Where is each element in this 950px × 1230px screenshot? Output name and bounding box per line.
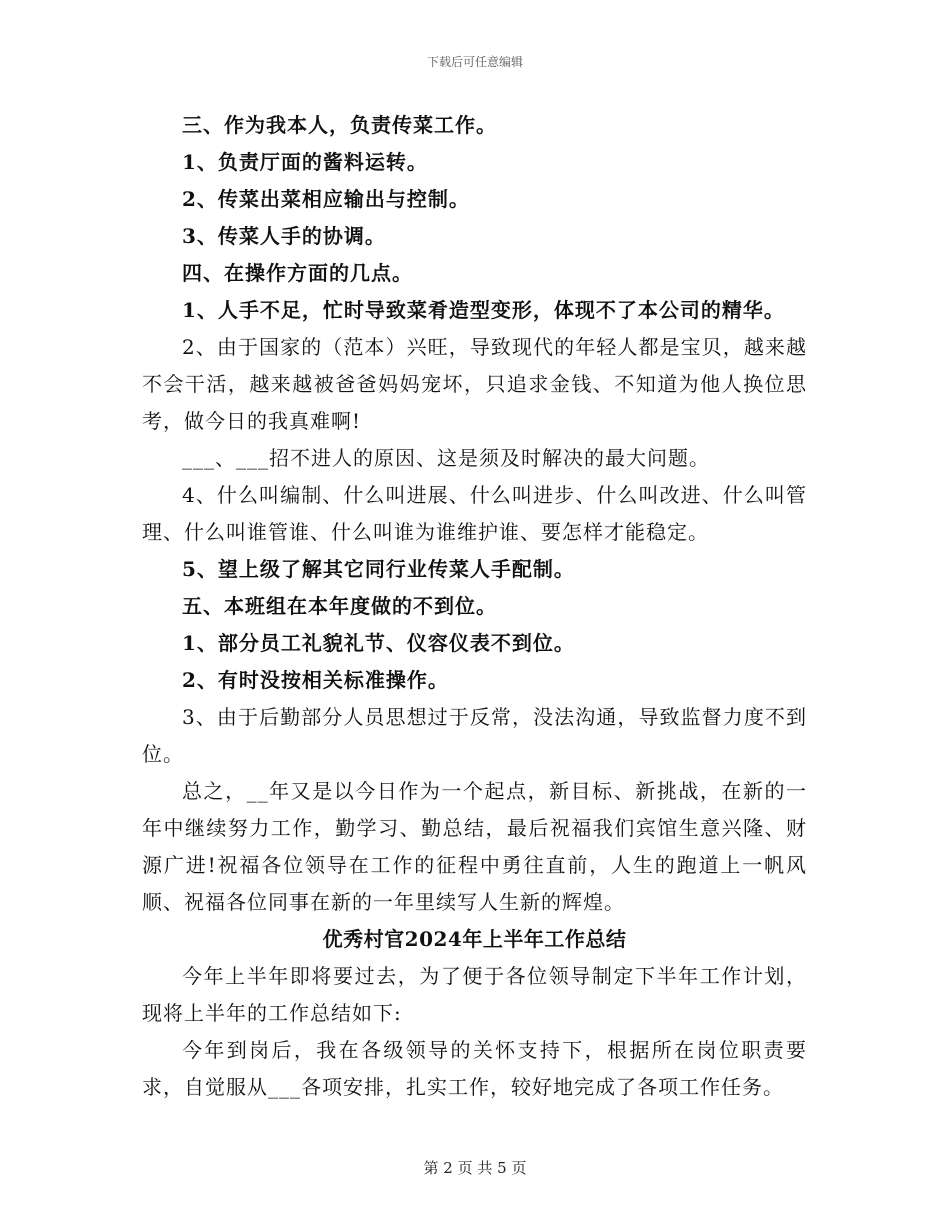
list-item: ___、___招不进人的原因、这是须及时解决的最大问题。: [182, 446, 710, 470]
list-item: 1、人手不足，忙时导致菜肴造型变形，体现不了本公司的精华。: [182, 298, 785, 322]
list-item: 5、望上级了解其它同行业传菜人手配制。: [182, 557, 575, 581]
list-item: 3、由于后勤部分人员思想过于反常，没法沟通，导致监督力度不到位。: [142, 705, 807, 766]
page-number: 第 2 页 共 5 页: [423, 1159, 527, 1177]
section-heading: 三、作为我本人，负责传菜工作。: [182, 113, 497, 137]
body-paragraph: 今年上半年即将要过去，为了便于各位领导制定下半年工作计划，现将上半年的工作总结如下:: [142, 964, 807, 1025]
document-title: 优秀村官2024年上半年工作总结: [322, 927, 627, 951]
list-item: 4、什么叫编制、什么叫进展、什么叫进步、什么叫改进、什么叫管理、什么叫谁管谁、什么叫谁为谁维护谁、要怎样才能稳定。: [142, 483, 807, 544]
list-item: 1、负责厅面的酱料运转。: [182, 150, 428, 174]
list-item: 1、部分员工礼貌礼节、仪容仪表不到位。: [182, 631, 575, 655]
body-paragraph: 今年到岗后，我在各级领导的关怀支持下，根据所在岗位职责要求，自觉服从___各项安排，扎实工作，较好地完成了各项工作任务。: [142, 1038, 807, 1099]
document-body: [142, 107, 807, 1106]
section-heading: 四、在操作方面的几点。: [182, 261, 413, 285]
conclusion-paragraph: 总之，__年又是以今日作为一个起点，新目标、新挑战，在新的一年中继续努力工作，勤学习、勤总结，最后祝福我们宾馆生意兴隆、财源广进!祝福各位领导在工作的征程中勇往直前，人生的跑道上一帆风顺、祝福各位同事在新的一年里续写人生新的辉煌。: [142, 779, 807, 914]
list-item: 2、传菜出菜相应输出与控制。: [182, 187, 470, 211]
page-header-note: 下载后可任意编辑: [426, 55, 523, 69]
list-item: 3、传菜人手的协调。: [182, 224, 386, 248]
section-heading: 五、本班组在本年度做的不到位。: [182, 594, 497, 618]
list-item: 2、有时没按相关标准操作。: [182, 668, 449, 692]
list-item: 2、由于国家的（范本）兴旺，导致现代的年轻人都是宝贝，越来越不会干活，越来越被爸爸妈妈宠坏，只追求金钱、不知道为他人换位思考，做今日的我真难啊!: [142, 335, 807, 433]
